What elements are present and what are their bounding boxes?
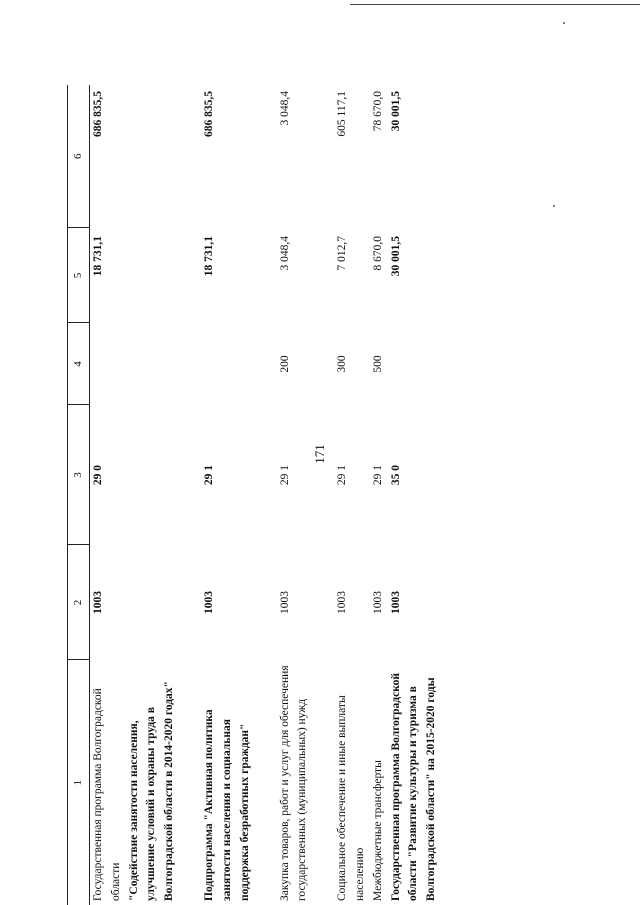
scan-speck bbox=[563, 22, 565, 24]
target-code: 29 1 bbox=[278, 464, 291, 486]
target-code: 29 1 bbox=[336, 464, 349, 486]
table-row bbox=[334, 85, 370, 905]
expense-type: 500 bbox=[371, 355, 384, 373]
target-code: 29 0 bbox=[92, 464, 105, 486]
budget-value: 30 001,5 bbox=[389, 236, 402, 277]
section-code: 1003 bbox=[336, 591, 349, 614]
header-row bbox=[68, 85, 90, 905]
top-rule bbox=[350, 4, 640, 5]
budget-value: 18 731,1 bbox=[92, 236, 105, 277]
table-row bbox=[388, 85, 441, 905]
expense-type bbox=[388, 323, 441, 405]
expense-type bbox=[90, 323, 180, 405]
table-row bbox=[90, 85, 180, 905]
row-name: Закупка товаров, работ и услуг для обеспечения государственных (муниципальных) нужд bbox=[278, 665, 309, 901]
column-header: 5 bbox=[68, 228, 90, 323]
budget-value: 3 048,4 bbox=[278, 236, 291, 271]
row-name: Подпрограмма "Активная политика занятости населения и социальная поддержка безработных граждан" bbox=[203, 709, 251, 901]
total-value: 3 048,4 bbox=[278, 91, 291, 126]
column-header: 4 bbox=[68, 323, 90, 405]
expense-type: 200 bbox=[278, 355, 291, 373]
row-name-part: "Содействие занятости населения, улучшение условий и охраны труда в Волгоградской области в 2014-2020 годах" bbox=[127, 681, 176, 901]
target-code: 35 0 bbox=[389, 464, 402, 486]
expense-type bbox=[201, 323, 254, 405]
table-row bbox=[370, 85, 388, 905]
budget-value: 7 012,7 bbox=[336, 236, 349, 271]
row-name: Социальное обеспечение и иные выплаты населению bbox=[336, 695, 366, 901]
row-name: Межбюджетные трансферты bbox=[371, 760, 384, 901]
total-value: 30 001,5 bbox=[389, 91, 402, 132]
column-header: 1 bbox=[68, 660, 90, 905]
section-code: 1003 bbox=[278, 591, 291, 614]
target-code: 29 1 bbox=[371, 464, 384, 486]
expense-type: 300 bbox=[336, 355, 349, 373]
row-name-part: Государственная программа Волгоградской области bbox=[92, 688, 122, 901]
row-name: Государственная программа Волгоградской области "Развитие культуры и туризма в Волгоградской области" на 2015-2020 годы bbox=[389, 672, 438, 901]
section-code: 1003 bbox=[203, 591, 216, 614]
budget-value: 18 731,1 bbox=[203, 236, 216, 277]
total-value: 78 670,0 bbox=[371, 91, 384, 132]
budget-table bbox=[67, 85, 441, 905]
section-code: 1003 bbox=[371, 591, 384, 614]
budget-value: 8 670,0 bbox=[371, 236, 384, 271]
table-row bbox=[277, 85, 313, 905]
page-number: 171 bbox=[312, 444, 327, 464]
column-header: 3 bbox=[68, 405, 90, 545]
column-header: 2 bbox=[68, 545, 90, 660]
section-code: 1003 bbox=[92, 591, 105, 614]
total-value: 686 835,5 bbox=[203, 91, 216, 137]
section-code: 1003 bbox=[389, 591, 402, 614]
total-value: 686 835,5 bbox=[92, 91, 105, 137]
table-row bbox=[201, 85, 254, 905]
column-header: 6 bbox=[68, 85, 90, 228]
row-name bbox=[90, 660, 180, 905]
target-code: 29 1 bbox=[203, 464, 216, 486]
budget-table-frame bbox=[67, 85, 617, 905]
total-value: 605 117,1 bbox=[336, 91, 349, 137]
